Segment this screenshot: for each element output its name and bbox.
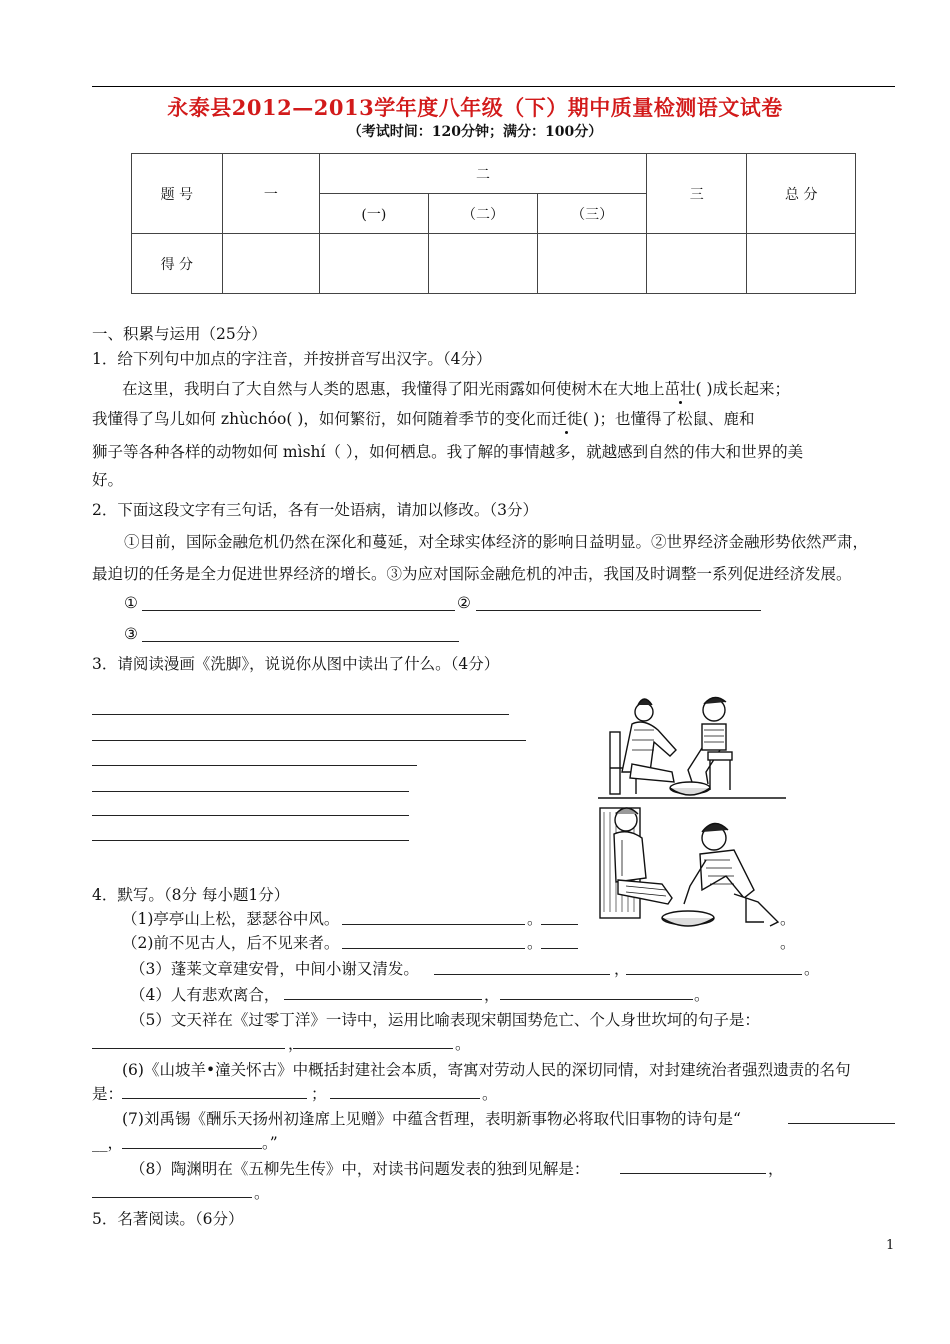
section-heading: 一、积累与运用（25分）	[92, 325, 267, 343]
punct: 。	[254, 1184, 270, 1202]
answer-line[interactable]	[92, 815, 409, 816]
page-number: 1	[886, 1238, 895, 1253]
recite-6: (6)《山坡羊•潼关怀古》中概括封建社会本质，寄寓对劳动人民的深切同情，对封建统治者强烈遗责的名句	[122, 1061, 851, 1079]
answer-line[interactable]	[541, 948, 578, 949]
answer-line[interactable]	[293, 1048, 453, 1049]
recite-7-cont: __，	[92, 1134, 124, 1152]
answer-line[interactable]	[541, 924, 578, 925]
score-cell[interactable]	[538, 234, 647, 294]
punct: ，	[484, 986, 500, 1004]
row-label-question: 题 号	[132, 154, 223, 234]
question-1-stem: 1．给下列句中加点的字注音，并按拼音写出汉字。（4分）	[92, 350, 492, 368]
answer-line[interactable]	[92, 765, 417, 766]
top-rule	[92, 86, 895, 87]
col-three: 三	[646, 154, 747, 234]
question-2-text: 最迫切的任务是全力促进世界经济的增长。③为应对国际金融危机的冲击，我国及时调整一系列促进经济发展。	[92, 565, 852, 583]
punct: 。	[527, 910, 543, 928]
answer-mark: ②	[457, 594, 471, 612]
answer-mark: ①	[124, 594, 138, 612]
answer-line[interactable]	[342, 948, 525, 949]
recite-8: （8）陶渊明在《五柳先生传》中，对读书问题发表的独到见解是：	[130, 1160, 590, 1178]
answer-line[interactable]	[142, 641, 459, 642]
recite-1: （1)亭亭山上松，瑟瑟谷中风。	[122, 910, 340, 928]
recite-7: (7)刘禹锡《酬乐天扬州初逢席上见赠》中蕴含哲理，表明新事物必将取代旧事物的诗句是“	[122, 1110, 741, 1128]
score-cell[interactable]	[320, 234, 429, 294]
score-cell[interactable]	[747, 234, 856, 294]
punct: 。	[694, 986, 710, 1004]
dotted-word: 茁壮	[665, 377, 696, 399]
punct: 。	[780, 910, 796, 928]
punct: 。	[482, 1085, 498, 1103]
answer-line[interactable]	[620, 1173, 766, 1174]
text-run: ( )；也懂得了松鼠、鹿和	[582, 410, 755, 428]
question-1-text	[122, 377, 790, 399]
text-run: 在这里，我明白了大自然与人类的恩惠，我懂得了阳光雨露如何使树木在大地上	[122, 380, 665, 398]
answer-line[interactable]	[92, 791, 409, 792]
punct: ，	[288, 1035, 304, 1053]
answer-line[interactable]	[476, 610, 761, 611]
recite-7-end: 。”	[262, 1134, 278, 1152]
answer-line[interactable]	[92, 1197, 252, 1198]
recite-3: （3）蓬莱文章建安骨，中间小谢又清发。	[130, 960, 419, 978]
question-4-stem: 4．默写。（8分 每小题1分）	[92, 886, 290, 904]
exam-info: （考试时间：120分钟；满分：100分）	[347, 124, 603, 140]
col-one: 一	[222, 154, 320, 234]
cartoon-washing-feet	[596, 690, 792, 935]
question-1-text: 好。	[92, 471, 124, 489]
score-cell[interactable]	[646, 234, 747, 294]
answer-line[interactable]	[284, 999, 482, 1000]
punct: 。	[804, 960, 820, 978]
answer-line[interactable]	[788, 1123, 895, 1124]
answer-line[interactable]	[92, 714, 509, 715]
answer-line[interactable]	[122, 1148, 262, 1149]
text-run: 我懂得了鸟儿如何 zhùchóo( )，如何繁衍，如何随着季节的变化而	[92, 410, 552, 428]
col-total: 总 分	[747, 154, 856, 234]
row-label-score: 得 分	[132, 234, 223, 294]
score-cell[interactable]	[222, 234, 320, 294]
recite-5: （5）文天祥在《过零丁洋》一诗中，运用比喻表现宋朝国势危亡、个人身世坎坷的句子是：	[130, 1011, 760, 1029]
answer-line[interactable]	[342, 924, 525, 925]
answer-line[interactable]	[92, 1048, 285, 1049]
question-5-stem: 5．名著阅读。（6分）	[92, 1210, 244, 1228]
question-2-text: ①目前，国际金融危机仍然在深化和蔓延，对全球实体经济的影响日益明显。②世界经济金融形势依然严肃，	[124, 533, 869, 551]
answer-line[interactable]	[626, 974, 802, 975]
recite-4: （4）人有悲欢离合，	[130, 986, 280, 1004]
punct: ；	[311, 1085, 327, 1103]
answer-line[interactable]	[434, 974, 610, 975]
punct: ，	[768, 1160, 784, 1178]
recite-2: （2)前不见古人，后不见来者。	[122, 934, 340, 952]
text-run: ( )成长起来；	[695, 380, 791, 398]
punct: 。	[527, 934, 543, 952]
score-cell[interactable]	[428, 234, 538, 294]
answer-line[interactable]	[92, 740, 526, 741]
recite-6-cont: 是：	[92, 1085, 124, 1103]
col-two-c: （三）	[538, 194, 647, 234]
question-2-stem: 2．下面这段文字有三句话，各有一处语病，请加以修改。（3分）	[92, 501, 538, 519]
answer-line[interactable]	[142, 610, 455, 611]
answer-line[interactable]	[330, 1098, 480, 1099]
answer-line[interactable]	[122, 1098, 307, 1099]
answer-mark: ③	[124, 625, 138, 643]
answer-line[interactable]	[500, 999, 693, 1000]
question-1-text: 狮子等各种各样的动物如何 mìshí（ ），如何栖息。我了解的事情越多，就越感到自然的伟大和世界的美	[92, 443, 804, 461]
col-two-a: (一)	[320, 194, 429, 234]
answer-line[interactable]	[92, 840, 409, 841]
score-table	[131, 153, 856, 294]
question-3-stem: 3．请阅读漫画《洗脚》，说说你从图中读出了什么。（4分）	[92, 655, 500, 673]
punct: 。	[780, 934, 796, 952]
punct: 。	[455, 1035, 471, 1053]
dotted-word: 迁徙	[551, 407, 582, 429]
page-title: 永泰县2012—2013学年度八年级（下）期中质量检测语文试卷	[167, 95, 783, 120]
punct: ，	[614, 960, 630, 978]
col-two-b: （二）	[428, 194, 538, 234]
question-1-text	[92, 407, 754, 429]
col-two: 二	[320, 154, 647, 194]
